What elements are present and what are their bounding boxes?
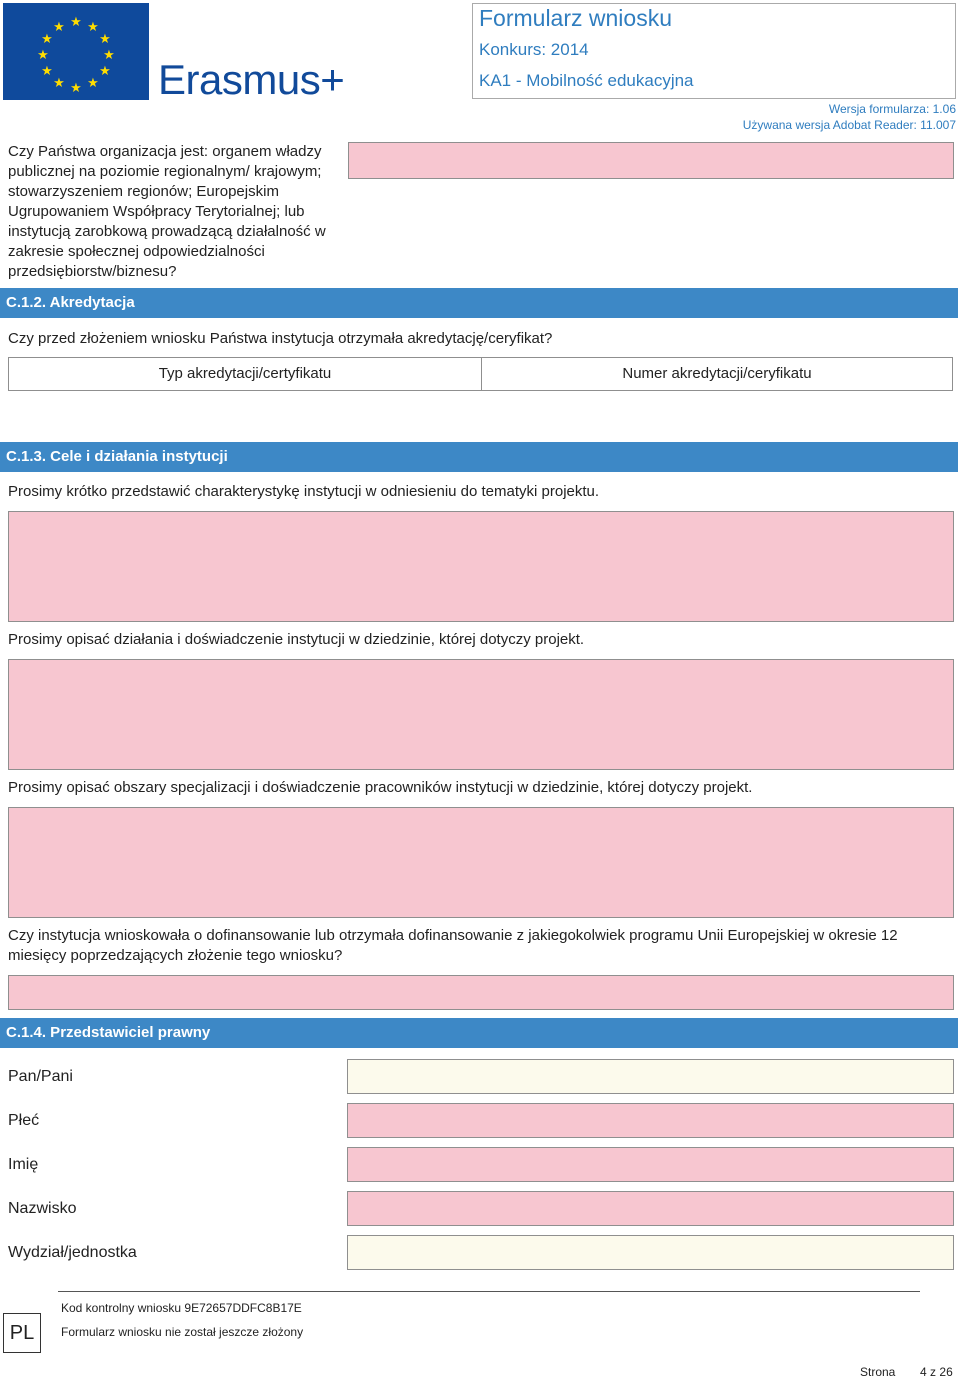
section-legal-rep: C.1.4. Przedstawiciel prawny	[0, 1018, 958, 1048]
eu-flag-logo	[3, 3, 149, 100]
svg-text:★: ★	[99, 32, 111, 47]
section-accreditation: C.1.2. Akredytacja	[0, 288, 958, 318]
institution-profile-question: Prosimy krótko przedstawić charakterystykę instytucji w odniesieniu do tematyki projektu.	[8, 483, 600, 500]
accreditation-number-header: Numer akredytacji/ceryfikatu	[481, 357, 953, 391]
staff-expertise-field[interactable]	[8, 807, 954, 918]
svg-text:★: ★	[99, 64, 111, 79]
accreditation-type-header: Typ akredytacji/certyfikatu	[8, 357, 482, 391]
svg-text:★: ★	[53, 76, 65, 91]
first-name-label: Imię	[8, 1156, 39, 1173]
last-name-field[interactable]	[347, 1191, 954, 1226]
department-label: Wydział/jednostka	[8, 1244, 137, 1261]
institution-profile-field[interactable]	[8, 511, 954, 622]
svg-text:★: ★	[41, 32, 53, 47]
eu-funding-field[interactable]	[8, 975, 954, 1010]
svg-text:★: ★	[103, 48, 115, 63]
section-goals: C.1.3. Cele i działania instytucji	[0, 442, 958, 472]
page-indicator	[860, 1365, 953, 1379]
first-name-field[interactable]	[347, 1147, 954, 1182]
svg-text:★: ★	[53, 20, 65, 35]
title-field[interactable]	[347, 1059, 954, 1094]
public-body-question: Czy Państwa organizacja jest: organem władzy publicznej na poziomie regionalnym/ krajowym; stowarzyszeniem regionów; Europejskim Ugrupowaniem Współpracy Terytorialnej; lub instytucją zarobkową prowadzącą działalność w zakresie społecznej odpowiedzialności przedsiębiorstw/biznesu?	[8, 143, 326, 280]
staff-expertise-question: Prosimy opisać obszary specjalizacji i doświadczenie pracowników instytucji w dziedzinie, której dotyczy projekt.	[8, 779, 753, 796]
svg-text:★: ★	[70, 81, 82, 96]
svg-text:★: ★	[70, 15, 82, 30]
reader-version: Używana wersja Adobat Reader: 11.007	[742, 118, 956, 132]
eu-funding-question: Czy instytucja wnioskowała o dofinansowanie lub otrzymała dofinansowanie z jakiegokolwiek programu Unii Europejskiej w okresie 12 miesięcy poprzedzających złożenie tego wniosku?	[8, 927, 898, 964]
department-field[interactable]	[347, 1235, 954, 1270]
submission-status: Formularz wniosku nie został jeszcze złożony	[61, 1325, 304, 1339]
page-label: Strona	[860, 1365, 896, 1379]
svg-text:★: ★	[87, 76, 99, 91]
control-code: Kod kontrolny wniosku 9E72657DDFC8B17E	[61, 1301, 302, 1315]
last-name-label: Nazwisko	[8, 1200, 77, 1217]
eu-stars-icon	[3, 3, 149, 100]
language-badge: PL	[3, 1313, 41, 1353]
erasmus-brand: Erasmus+	[158, 56, 345, 103]
form-title: Formularz wniosku	[479, 5, 672, 31]
svg-text:★: ★	[41, 64, 53, 79]
form-version: Wersja formularza: 1.06	[828, 102, 956, 116]
svg-text:★: ★	[37, 48, 49, 63]
accreditation-question: Czy przed złożeniem wniosku Państwa instytucja otrzymała akredytację/ceryfikat?	[8, 330, 553, 347]
page-value: 4 z 26	[920, 1365, 953, 1379]
gender-field[interactable]	[347, 1103, 954, 1138]
public-body-field[interactable]	[348, 142, 954, 179]
gender-label: Płeć	[8, 1112, 40, 1129]
action-label: KA1 - Mobilność edukacyjna	[479, 71, 694, 90]
institution-activities-field[interactable]	[8, 659, 954, 770]
institution-activities-question: Prosimy opisać działania i doświadczenie instytucji w dziedzinie, której dotyczy projekt.	[8, 631, 585, 648]
title-label: Pan/Pani	[8, 1068, 73, 1085]
contest-label: Konkurs: 2014	[479, 40, 589, 59]
svg-text:★: ★	[87, 20, 99, 35]
footer-divider	[58, 1291, 920, 1292]
